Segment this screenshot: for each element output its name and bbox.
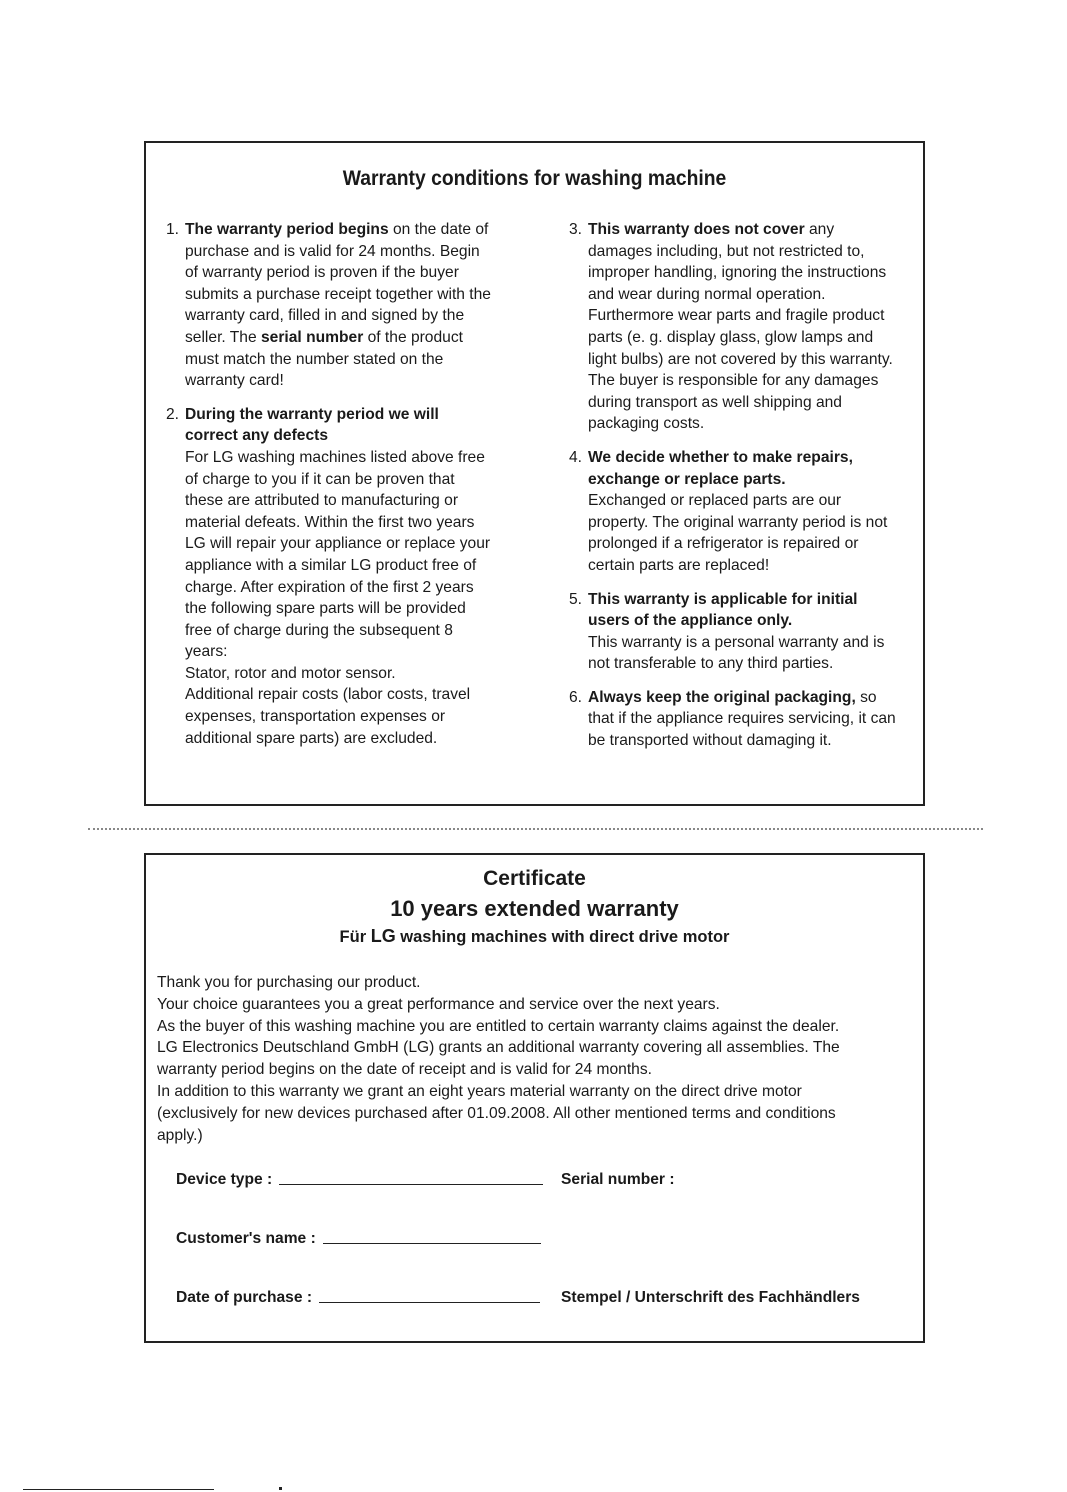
- item-text: free of charge during the subsequent 8: [185, 621, 453, 639]
- item-line: [185, 620, 536, 642]
- item-line: [588, 413, 925, 435]
- item-line: [185, 305, 536, 327]
- item-line: [185, 262, 536, 284]
- item-text: This warranty is a personal warranty and is: [588, 633, 885, 651]
- item-line: [588, 490, 925, 512]
- item-line: [588, 469, 925, 491]
- serial-number-field: [561, 1171, 675, 1189]
- item-line: [185, 598, 536, 620]
- item-text: years:: [185, 643, 228, 661]
- item-emphasis: We decide whether to make repairs,: [588, 448, 853, 466]
- item-line: [588, 730, 925, 752]
- item-line: [185, 684, 536, 706]
- item-text: on the date of: [388, 221, 489, 238]
- certificate-box: [144, 853, 925, 1343]
- item-line: [185, 490, 536, 512]
- item-text: appliance with a similar LG product free of: [185, 556, 477, 574]
- body-line: Your choice guarantees you a great performance and service over the next years.: [157, 995, 720, 1013]
- item-text: warranty card!: [185, 372, 284, 390]
- warranty-right-column: [569, 219, 925, 764]
- body-line: LG Electronics Deutschland GmbH (LG) grants an additional warranty covering all assemblies. The: [157, 1039, 840, 1057]
- device-type-field: [176, 1171, 543, 1189]
- item-text: of charge to you if it can be proven that: [185, 470, 455, 488]
- item-line: [588, 687, 925, 709]
- item-line: [185, 728, 536, 750]
- item-line: [185, 533, 536, 555]
- customer-name-field: [176, 1230, 541, 1248]
- item-text: parts (e. g. display glass, glow lamps and: [588, 328, 874, 346]
- item-text: Furthermore wear parts and fragile product: [588, 307, 885, 325]
- item-number: 3.: [569, 221, 583, 238]
- item-line: [588, 447, 925, 469]
- item-line: [588, 305, 925, 327]
- certificate-title: Certificate: [483, 867, 586, 890]
- item-line: [588, 219, 925, 241]
- item-number: 1.: [166, 221, 180, 238]
- item-emphasis: users of the appliance only.: [588, 612, 793, 630]
- item-line: [588, 327, 925, 349]
- serial-number-label: Serial number :: [561, 1171, 675, 1188]
- warranty-item-4: [569, 447, 925, 577]
- item-text: material defeats. Within the first two years: [185, 513, 475, 531]
- warranty-item-5: [569, 589, 925, 675]
- item-text: charge. After expiration of the first 2 years: [185, 578, 474, 596]
- item-line: [588, 610, 925, 632]
- item-text: prolonged if a refrigerator is repaired or: [588, 535, 859, 553]
- warranty-item-1: [166, 219, 536, 392]
- item-line: [588, 392, 925, 414]
- item-text: The buyer is responsible for any damages: [588, 372, 879, 390]
- body-line: As the buyer of this washing machine you are entitled to certain warranty claims against the dealer.: [157, 1017, 840, 1035]
- customer-name-label: Customer's name :: [176, 1230, 316, 1247]
- item-line: [185, 577, 536, 599]
- item-text: must match the number stated on the: [185, 350, 444, 368]
- item-emphasis: serial number: [261, 328, 364, 346]
- item-line: [588, 241, 925, 263]
- item-line: [185, 425, 536, 447]
- item-number: 2.: [166, 405, 180, 423]
- item-text: light bulbs) are not covered by this warranty.: [588, 350, 893, 368]
- item-text: these are attributed to manufacturing or: [185, 492, 459, 510]
- item-text: packaging costs.: [588, 415, 705, 433]
- footer-mark: [279, 1487, 282, 1490]
- dealer-stamp-field: [561, 1289, 860, 1307]
- item-line: [185, 219, 536, 241]
- item-text: Stator, rotor and motor sensor.: [185, 664, 396, 682]
- item-text: any: [804, 221, 835, 238]
- item-emphasis: The warranty period begins: [185, 221, 389, 238]
- item-line: [185, 327, 536, 349]
- item-line: [185, 555, 536, 577]
- item-text: be transported without damaging it.: [588, 732, 832, 750]
- item-text: damages including, but not restricted to,: [588, 242, 865, 260]
- item-text: expenses, transportation expenses or: [185, 708, 446, 726]
- item-line: [185, 447, 536, 469]
- item-line: [588, 632, 925, 654]
- item-emphasis: During the warranty period we will: [185, 405, 439, 423]
- item-text: warranty card, filled in and signed by the: [185, 307, 465, 325]
- warranty-conditions-box: [144, 141, 925, 806]
- date-of-purchase-field: [176, 1289, 540, 1307]
- item-text: LG will repair your appliance or replace your: [185, 535, 491, 553]
- warranty-item-2: [166, 404, 536, 750]
- item-text: so: [855, 688, 877, 706]
- date-of-purchase-label: Date of purchase :: [176, 1289, 313, 1306]
- tagline-suffix: washing machines with direct drive motor: [395, 928, 730, 946]
- item-text: improper handling, ignoring the instructions: [588, 264, 887, 282]
- item-text: the following spare parts will be provided: [185, 600, 466, 618]
- item-line: [185, 641, 536, 663]
- item-text: certain parts are replaced!: [588, 556, 770, 574]
- item-emphasis: This warranty does not cover: [588, 221, 805, 238]
- item-emphasis: This warranty is applicable for initial: [588, 590, 858, 608]
- item-text: Exchanged or replaced parts are our: [588, 492, 842, 510]
- footer-rule: [23, 1489, 214, 1490]
- item-line: [185, 663, 536, 685]
- item-number: 6.: [569, 688, 583, 706]
- item-line: [185, 349, 536, 371]
- certificate-body: [157, 972, 917, 1146]
- item-text: of warranty period is proven if the buyer: [185, 264, 459, 282]
- item-line: [588, 284, 925, 306]
- body-line: warranty period begins on the date of receipt and is valid for 24 months.: [157, 1061, 652, 1079]
- tagline-prefix: Für: [339, 928, 371, 946]
- item-emphasis: exchange or replace parts.: [588, 470, 786, 488]
- item-text: seller. The: [185, 328, 261, 346]
- item-line: [185, 469, 536, 491]
- body-line: apply.): [157, 1126, 203, 1144]
- item-line: [588, 555, 925, 577]
- date-of-purchase-blank[interactable]: [319, 1302, 540, 1303]
- item-line: [588, 370, 925, 392]
- item-line: [588, 708, 925, 730]
- item-text: For LG washing machines listed above free: [185, 448, 485, 466]
- dealer-stamp-label: Stempel / Unterschrift des Fachhändlers: [561, 1289, 860, 1306]
- item-text: submits a purchase receipt together with the: [185, 285, 491, 303]
- item-text: and wear during normal operation.: [588, 285, 826, 303]
- body-line: In addition to this warranty we grant an eight years material warranty on the direct drive motor: [157, 1082, 802, 1100]
- item-emphasis: correct any defects: [185, 427, 329, 445]
- item-line: [588, 653, 925, 675]
- item-line: [588, 349, 925, 371]
- item-line: [588, 512, 925, 534]
- certificate-subtitle: 10 years extended warranty: [390, 896, 679, 921]
- warranty-item-6: [569, 687, 925, 752]
- cut-line-divider: [88, 828, 983, 830]
- item-text: Additional repair costs (labor costs, travel: [185, 686, 471, 704]
- item-text: purchase and is valid for 24 months. Begin: [185, 242, 480, 260]
- tagline-brand: LG: [370, 926, 396, 946]
- warranty-title: Warranty conditions for washing machine: [342, 167, 727, 190]
- item-line: [185, 370, 536, 392]
- item-line: [588, 262, 925, 284]
- item-text: additional spare parts) are excluded.: [185, 729, 438, 747]
- item-text: not transferable to any third parties.: [588, 655, 834, 673]
- item-line: [185, 512, 536, 534]
- body-line: (exclusively for new devices purchased after 01.09.2008. All other mentioned terms and conditions: [157, 1104, 836, 1122]
- warranty-left-column: [166, 219, 536, 761]
- warranty-item-3: [569, 219, 925, 435]
- certificate-tagline: [146, 926, 923, 947]
- customer-name-blank[interactable]: [323, 1243, 541, 1244]
- item-text: of the product: [363, 328, 463, 346]
- device-type-blank[interactable]: [279, 1184, 543, 1185]
- item-line: [588, 533, 925, 555]
- item-text: that if the appliance requires servicing, it can: [588, 710, 896, 728]
- item-line: [588, 589, 925, 611]
- item-number: 4.: [569, 448, 583, 466]
- item-line: [185, 284, 536, 306]
- item-emphasis: Always keep the original packaging,: [588, 688, 856, 706]
- item-line: [185, 404, 536, 426]
- item-line: [185, 241, 536, 263]
- item-number: 5.: [569, 590, 583, 608]
- item-line: [185, 706, 536, 728]
- device-type-label: Device type :: [176, 1171, 273, 1188]
- item-text: property. The original warranty period is not: [588, 513, 888, 531]
- body-line: Thank you for purchasing our product.: [157, 974, 421, 991]
- item-text: during transport as well shipping and: [588, 393, 842, 411]
